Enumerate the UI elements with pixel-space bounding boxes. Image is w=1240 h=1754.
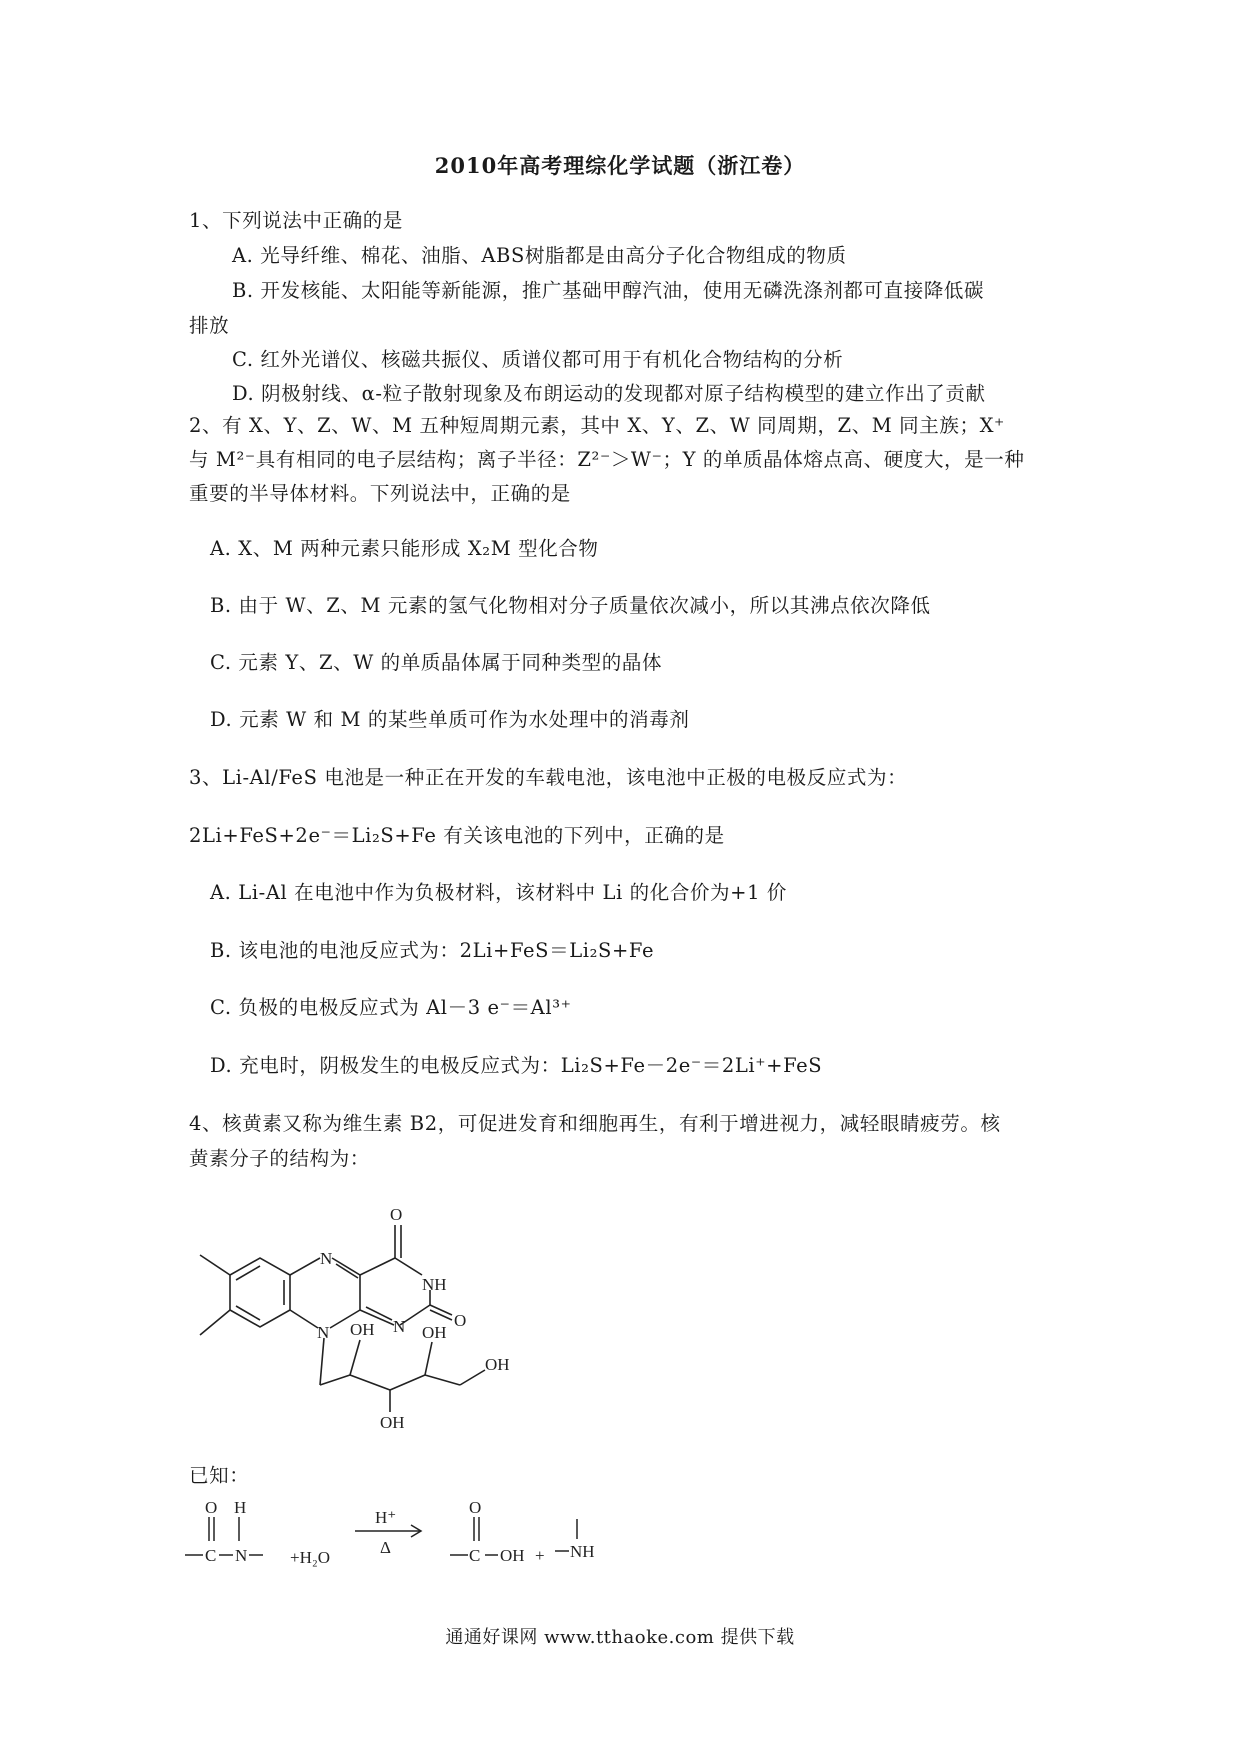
chain-bond xyxy=(350,1375,390,1390)
q4-stem-line1: 4、核黄素又称为维生素 B2，可促进发育和细胞再生，有利于增进视力，减轻眼睛疲劳。核 xyxy=(189,1112,1001,1135)
q1-option-d: D. 阴极射线、α-粒子散射现象及布朗运动的发现都对原子结构模型的建立作出了贡献 xyxy=(232,382,986,405)
chain-bond xyxy=(425,1342,432,1375)
structure-labels xyxy=(317,1205,510,1430)
methyl-bond xyxy=(200,1310,230,1335)
bond xyxy=(360,1258,395,1275)
atom-label: N xyxy=(317,1323,330,1342)
structure-bonds xyxy=(200,1225,485,1412)
catalyst-label: H⁺ xyxy=(375,1508,397,1527)
atom-label: O xyxy=(454,1311,467,1330)
atom-label: O xyxy=(205,1498,218,1517)
atom-label: OH xyxy=(500,1546,525,1565)
atom-label: N xyxy=(320,1249,333,1268)
atom-label: NH xyxy=(422,1275,447,1294)
atom-label: OH xyxy=(380,1413,405,1430)
atom-label: OH xyxy=(422,1323,447,1342)
benzene-double-bond xyxy=(236,1306,260,1320)
q3-stem-line2: 2Li+FeS+2e⁻＝Li₂S+Fe 有关该电池的下列中，正确的是 xyxy=(189,824,725,847)
carbonyl-bond xyxy=(430,1305,452,1315)
atom-label: OH xyxy=(485,1355,510,1374)
chain-bond xyxy=(425,1375,460,1385)
q2-option-c: C. 元素 Y、Z、W 的单质晶体属于同种类型的晶体 xyxy=(210,651,663,674)
q3-option-b: B. 该电池的电池反应式为：2Li+FeS＝Li₂S+Fe xyxy=(210,939,655,962)
benzene-ring xyxy=(230,1258,290,1327)
benzene-double-bond xyxy=(236,1266,260,1280)
q2-option-a: A. X、M 两种元素只能形成 X₂M 型化合物 xyxy=(210,537,599,560)
chain-bond xyxy=(460,1370,485,1385)
atom-label: O xyxy=(390,1205,403,1224)
q1-option-b-cont: 排放 xyxy=(189,314,230,337)
q2-stem-line3: 重要的半导体材料。下列说法中，正确的是 xyxy=(189,482,571,505)
footer-source: 通通好课网 www.tthaoke.com 提供下载 xyxy=(445,1627,795,1648)
q1-option-c: C. 红外光谱仪、核磁共振仪、质谱仪都可用于有机化合物结构的分析 xyxy=(232,348,844,371)
amide-hydrolysis-reaction xyxy=(185,1495,625,1575)
chain-bond xyxy=(320,1375,350,1385)
carbonyl-bond xyxy=(430,1310,452,1320)
methyl-bond xyxy=(200,1255,230,1275)
chain-bond xyxy=(350,1340,360,1375)
atom-label: NH xyxy=(570,1542,595,1561)
atom-label: C xyxy=(469,1546,481,1565)
bond xyxy=(395,1258,422,1275)
q3-stem-line1: 3、Li-Al/FeS 电池是一种正在开发的车载电池，该电池中正极的电极反应式为： xyxy=(189,766,908,789)
q2-option-d: D. 元素 W 和 M 的某些单质可作为水处理中的消毒剂 xyxy=(210,708,690,731)
q4-stem-line2: 黄素分子的结构为： xyxy=(189,1147,370,1170)
q4-known-label: 已知： xyxy=(189,1464,250,1487)
q1-option-a: A. 光导纤维、棉花、油脂、ABS树脂都是由高分子化合物组成的物质 xyxy=(232,244,847,267)
q3-option-c: C. 负极的电极反应式为 Al－3 e⁻＝Al³⁺ xyxy=(210,996,572,1019)
q2-stem-line2: 与 M²⁻具有相同的电子层结构；离子半径：Z²⁻＞W⁻；Y 的单质晶体熔点高、硬度大，是一种 xyxy=(189,448,1025,471)
atom-label: H xyxy=(234,1498,247,1517)
riboflavin-structure xyxy=(190,1190,590,1430)
q1-stem: 1、下列说法中正确的是 xyxy=(189,209,404,232)
q1-option-b: B. 开发核能、太阳能等新能源，推广基础甲醇汽油，使用无磷洗涤剂都可直接降低碳 xyxy=(232,279,985,302)
heat-label: Δ xyxy=(380,1538,391,1557)
water-term: +H₂O xyxy=(290,1548,331,1567)
q3-option-d: D. 充电时，阴极发生的电极反应式为：Li₂S+Fe－2e⁻＝2Li⁺+FeS xyxy=(210,1054,823,1077)
chain-bond xyxy=(390,1375,425,1390)
atom-label: C xyxy=(205,1546,217,1565)
plus-sign: + xyxy=(535,1546,545,1565)
q2-stem-line1: 2、有 X、Y、Z、W、M 五种短周期元素，其中 X、Y、Z、W 同周期，Z、M 同主族；X⁺ xyxy=(189,414,1005,437)
atom-label: N xyxy=(393,1317,406,1336)
bond xyxy=(290,1258,320,1275)
atom-label: OH xyxy=(350,1320,375,1339)
bond xyxy=(290,1310,318,1328)
reaction-labels xyxy=(205,1498,595,1567)
q3-option-a: A. Li-Al 在电池中作为负极材料，该材料中 Li 的化合价为+1 价 xyxy=(210,881,787,904)
atom-label: O xyxy=(469,1498,482,1517)
bond xyxy=(332,1258,360,1275)
chain-bond xyxy=(320,1338,324,1385)
atom-label: N xyxy=(235,1546,248,1565)
page-title: 2010年高考理综化学试题（浙江卷） xyxy=(434,153,806,178)
q2-option-b: B. 由于 W、Z、M 元素的氢气化物相对分子质量依次减小，所以其沸点依次降低 xyxy=(210,594,931,617)
